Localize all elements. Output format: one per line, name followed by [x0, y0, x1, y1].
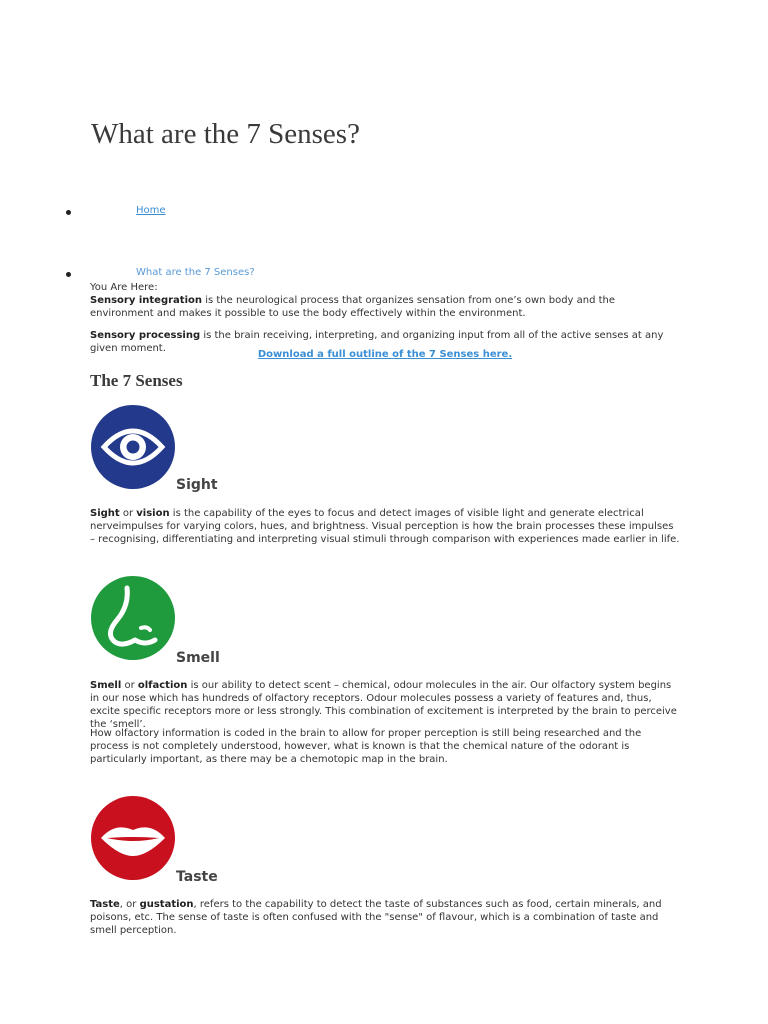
lips-icon	[91, 796, 175, 880]
sight-description: Sight or vision is the capability of the eyes to focus and detect images of visible light and generate electrical nerveimpulses for varying colors, hues, and brightness. Visual perception is how the brain processes these impulses – recognising, differentiating and interpreting visual stimuli through comparison with experiences made earlier in life.	[90, 508, 680, 545]
section-heading: The 7 Senses	[90, 371, 183, 390]
sensory-processing-text: Sensory processing is the brain receiving, interpreting, and organizing input from all of the active senses at any given moment.	[90, 330, 664, 354]
sense-title-smell: Smell	[176, 650, 220, 666]
smell-description-2: How olfactory information is coded in the brain to allow for proper perception is still being researched and the process is not completely understood, however, what is known is that the chemical nature of the odorant is particularly important, as there may be a chemotopic map in the brain.	[90, 728, 642, 765]
sense-title-sight: Sight	[176, 477, 218, 493]
you-are-here-label: You Are Here:	[90, 282, 158, 293]
nose-icon	[91, 576, 175, 660]
bullet-icon	[66, 272, 71, 277]
sense-title-taste: Taste	[176, 869, 218, 885]
download-outline-link[interactable]: Download a full outline of the 7 Senses here.	[257, 349, 513, 360]
taste-description: Taste, or gustation, refers to the capability to detect the taste of substances such as food, certain minerals, and poisons, etc. The sense of taste is often confused with the "sense" of flavour, which is a combination of taste and smell perception.	[90, 899, 662, 936]
eye-icon	[91, 405, 175, 489]
breadcrumb-current: What are the 7 Senses?	[136, 267, 255, 278]
smell-description: Smell or olfaction is our ability to detect scent – chemical, odour molecules in the air. Our olfactory system begins in our nose which has hundreds of olfactory receptors. Odour molecules possess a variety of features and, thus, excite specific receptors more or less strongly. This combination of excitement is interpreted by the brain to perceive the ‘smell’.	[90, 680, 677, 730]
sensory-integration-text: Sensory integration is the neurological process that organizes sensation from one’s own body and the environment and makes it possible to use the body effectively within the environment.	[90, 295, 616, 319]
page-title: What are the 7 Senses?	[91, 118, 360, 150]
breadcrumb-home-link[interactable]: Home	[136, 205, 166, 216]
bullet-icon	[66, 210, 71, 215]
